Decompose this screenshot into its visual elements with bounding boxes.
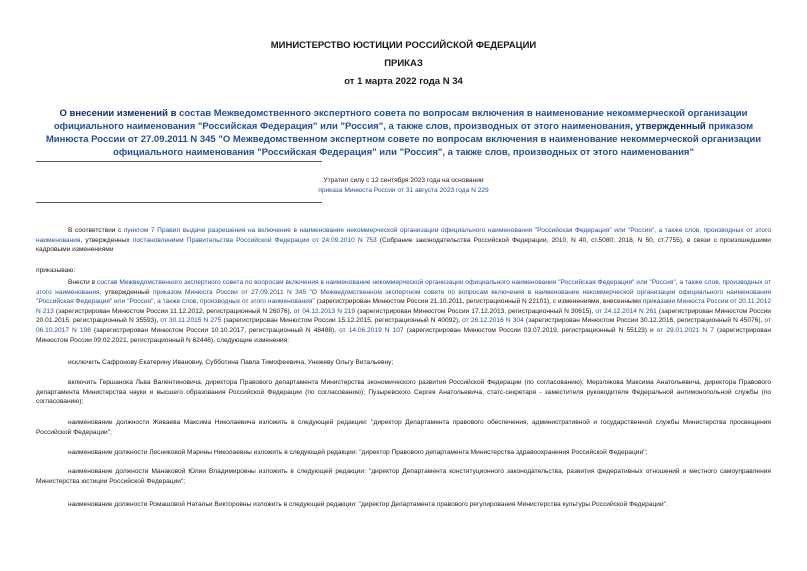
paragraph-text: (зарегистрирован Минюстом России 21.10.2011, регистрационный N 22101), с изменениями, внесенными: [314, 298, 643, 306]
link-order-345[interactable]: приказом Минюста России от 27.09.2011 N 345 "О Межведомственном экспертном совете по вопросам включения в наименование некоммерческой организации официального наименования "Российская Федерация" или "Россия", а также слов, производных от этого наименования": [36, 288, 771, 306]
paragraph-text: (зарегистрирован Минюстом России 20.01.2015, регистрационный N 35593),: [36, 307, 771, 325]
link-order-219[interactable]: от 04.12.2013 N 219: [293, 307, 356, 315]
lost-force-link[interactable]: приказа Минюста России от 31 августа 2023 года N 229: [318, 187, 489, 194]
link-order-304[interactable]: от 26.12.2016 N 304: [462, 317, 524, 325]
paragraph-text: (Собрание законодательства Российской Федерации, 2010, N 40, ст.5080; 2018, N 50, ст.7755), в связи с произошедшими кадровыми изменениями: [36, 236, 771, 254]
prikazyvayu: приказываю:: [36, 267, 76, 274]
lost-force-note: [0, 176, 807, 196]
document-title: [40, 107, 767, 159]
paragraph-text: Внести в: [68, 279, 97, 286]
paragraph-text: , утвержденных: [80, 236, 133, 244]
title-text: О внесении изменений в: [59, 108, 180, 119]
preamble-paragraph: [36, 226, 771, 255]
lost-force-text: Утратил силу с 12 сентября 2023 года на основании: [323, 177, 484, 184]
link-government-decree-753[interactable]: постановлением Правительства Российской Федерации от 24.09.2010 N 753: [132, 236, 377, 244]
paragraph-text: (зарегистрирован Минюстом России 10.10.2017, регистрационный N 48488),: [90, 326, 340, 334]
link-order-107[interactable]: от 14.06.2019 N 107: [339, 326, 404, 334]
document-type: ПРИКАЗ: [384, 58, 423, 69]
paragraph-text: (зарегистрирован Минюстом России 11.12.2012, регистрационный N 26076),: [53, 307, 294, 315]
link-council-composition[interactable]: состав Межведомственного экспертного совета по вопросам включения в наименование некоммерческой организации официального наименования "Российская Федерация" или "Россия", а также слов, производных от этого наименования: [36, 279, 772, 296]
paragraph-text: В соответствии с: [68, 227, 124, 234]
paragraph-text: (зарегистрирован Минюстом России 17.12.2013, регистрационный N 30615),: [355, 307, 596, 315]
link-order-198[interactable]: от 06.10.2017 N 198: [36, 317, 772, 334]
list-item: наименование должности Ромашовой Натальи Викторовны изложить в следующей редакции: "директор Департамента правового регулирования Министерства культуры Российской Федерации".: [68, 501, 668, 508]
ministry-heading: МИНИСТЕРСТВО ЮСТИЦИИ РОССИЙСКОЙ ФЕДЕРАЦИИ: [270, 40, 537, 51]
document-date-number: от 1 марта 2022 года N 34: [344, 76, 463, 87]
list-item: наименование должности Живаева Максима Николаевича изложить в следующей редакции: "директор Департамента правового обеспечения, административной и государственной службы Министерства просвещения Российской Федерации";: [36, 419, 771, 436]
link-order-261[interactable]: от 24.12.2014 N 261: [595, 307, 657, 315]
title-link-order-345[interactable]: приказом Минюста России от 27.09.2011 N 345 "О Межведомственном экспертном совете по вопросам включения в наименование некоммерческой организации официального наименования "Российская Федерация" или "Россия", а также слов, производных от этого наименования": [45, 121, 762, 158]
list-item: включить Гершанока Льва Валентиновича, директора Правового департамента Министерства экономического развития Российской Федерации (по согласованию); Мерзлякова Максима Анатольевича, директора Правового департамента Министерства науки и высшего образования Российской Федерации (по согласованию); Пузыревского Сергея Анатольевича, статс-секретаря - заместителя руководителя Федеральной антимонопольной службы (по согласованию);: [36, 379, 771, 406]
paragraph-text: (зарегистрирован Минюстом России 15.12.2015, регистрационный N 40092),: [221, 317, 463, 325]
link-order-7[interactable]: от 29.01.2021 N 7: [656, 326, 714, 334]
list-item: исключить Сафронову Екатерину Ивановну, Субботина Павла Тимофеевича, Унежеву Ольгу Витальевну;: [68, 359, 394, 366]
list-item: наименование должности Лесниковой Марины Николаевны изложить в следующей редакции: "директор Правового департамента Министерства здравоохранения Российской Федерации";: [68, 449, 648, 456]
paragraph-text: (зарегистрирован Минюстом России 03.07.2019, регистрационный N 55123) и: [403, 326, 657, 334]
link-rules-point-7[interactable]: пунктом 7 Правил выдачи разрешения на включение в наименование некоммерческой организации официального наименования "Российская Федерация" или "Россия", а также слов, производных от этого наименования: [36, 227, 771, 244]
paragraph-text: (зарегистрирован Минюстом России 09.02.2021, регистрационный N 62446), следующие изменения:: [36, 326, 771, 344]
paragraph-text: (зарегистрирован Минюстом России 30.12.2016, регистрационный N 45076),: [523, 317, 765, 325]
divider: [36, 161, 322, 162]
link-order-213[interactable]: приказами Минюста России от 20.11.2012 N 213: [36, 298, 772, 315]
link-order-275[interactable]: от 30.11.2015 N 275: [160, 317, 222, 325]
divider: [36, 202, 322, 203]
list-item: наименование должности Манаковой Юлии Владимировны изложить в следующей редакции: "директор Департамента конституционного законодательства, развития федеративных отношений и местного самоуправления Министерства юстиции Российской Федерации";: [36, 468, 771, 485]
title-link-council-composition[interactable]: состав Межведомственного экспертного совета по вопросам включения в наименование некоммерческой организации официального наименования "Российская Федерация" или "Россия", а также слов, производных от этого наименования: [53, 108, 748, 132]
paragraph-text: , утвержденный: [99, 288, 153, 296]
title-text: , утвержденный: [630, 121, 709, 132]
amendment-paragraph: [36, 278, 771, 345]
